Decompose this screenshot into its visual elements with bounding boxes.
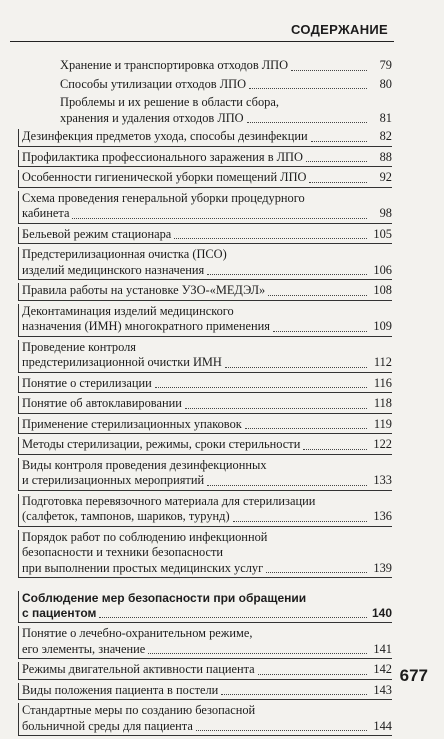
toc-page-number: 105: [373, 226, 392, 241]
leader-dots: [266, 572, 367, 573]
toc-entry[interactable]: [18, 437, 392, 455]
toc-entry-title-line: Подготовка перевязочного материала для стерилизации: [22, 493, 316, 508]
leader-dots: [306, 161, 367, 162]
leader-dots: [291, 70, 367, 71]
toc-page-number: 122: [373, 437, 392, 451]
leader-dots: [303, 449, 367, 450]
toc-entry-title-line: Виды положения пациента в постели: [22, 682, 219, 697]
toc-page-number: 81: [379, 110, 392, 125]
toc-entry-title-line: больничной среды для пациента: [22, 718, 193, 733]
toc-page-number: 98: [379, 206, 392, 220]
section-separator: [18, 581, 392, 591]
toc-entry-title-line: Деконтаминация изделий медицинского: [22, 303, 234, 318]
toc-entry[interactable]: [18, 376, 392, 394]
leader-dots: [99, 617, 367, 618]
toc-entry[interactable]: [18, 129, 392, 147]
toc-page-number: 92: [379, 170, 392, 184]
leader-dots: [196, 730, 367, 731]
toc-entry[interactable]: [18, 150, 392, 168]
leader-dots: [249, 88, 367, 89]
toc-entry-title-line: Понятие об автоклавировании: [22, 396, 182, 410]
toc-page-number: 140: [371, 606, 392, 620]
leader-dots: [221, 694, 367, 695]
toc-page-number: 143: [373, 682, 392, 697]
toc-entry[interactable]: [18, 396, 392, 414]
toc-entry-title-line: Хранение и транспортировка отходов ЛПО: [60, 58, 289, 72]
toc-entry-title-line: Проведение контроля: [22, 339, 137, 354]
leader-dots: [309, 182, 367, 183]
toc-page-number: 112: [373, 355, 392, 369]
toc-entry-title-line: Применение стерилизационных упаковок: [22, 416, 242, 431]
toc-page-number: 136: [373, 509, 392, 523]
toc-page-number: 82: [379, 129, 392, 143]
toc-entry[interactable]: [60, 77, 392, 93]
toc-entry-title-line: Правила работы на установке УЗО-«МЕДЭЛ»: [22, 283, 266, 297]
running-header: [10, 20, 438, 42]
header-title: СОДЕРЖАНИЕ: [291, 22, 388, 37]
toc-page-number: 79: [379, 58, 392, 72]
toc-page-number: 106: [373, 262, 392, 277]
toc-entry[interactable]: [60, 95, 392, 126]
header-rule: [10, 41, 394, 42]
toc-entry[interactable]: [18, 494, 392, 527]
toc-entry[interactable]: [18, 191, 392, 224]
toc-entry-title-line: Порядок работ по соблюдению инфекционной: [22, 529, 268, 544]
toc-entry[interactable]: [18, 626, 392, 659]
toc-entry-title-line: его элементы, значение: [22, 641, 146, 656]
table-of-contents: [18, 58, 392, 739]
toc-entry-title-line: Понятие о стерилизации: [22, 375, 152, 390]
toc-entry-title-line: Бельевой режим стационара: [22, 226, 172, 241]
leader-dots: [311, 141, 367, 142]
toc-entry[interactable]: [18, 304, 392, 337]
toc-entry-title-line: Профилактика профессионального заражения в ЛПО: [22, 149, 303, 164]
toc-entry-title-line: кабинета: [22, 206, 70, 220]
leader-dots: [155, 387, 367, 388]
toc-page-number: 139: [373, 560, 392, 575]
toc-entry[interactable]: [18, 662, 392, 680]
leader-dots: [207, 274, 367, 275]
leader-dots: [273, 331, 367, 332]
toc-entry-title-line: Режимы двигательной активности пациента: [22, 662, 255, 676]
toc-page-number: 116: [373, 375, 392, 390]
toc-entry-title-line: хранения и удаления отходов ЛПО: [60, 110, 244, 125]
toc-entry-title-line: Соблюдение мер безопасности при обращении: [22, 591, 307, 605]
toc-entry-title-line: безопасности и техники безопасности: [22, 545, 224, 559]
toc-entry-title-line: Понятие о лечебно-охранительном режиме,: [22, 626, 253, 640]
leader-dots: [185, 408, 367, 409]
toc-page-number: 88: [379, 149, 392, 164]
toc-entry[interactable]: [18, 703, 392, 736]
toc-page-number: 133: [373, 473, 392, 487]
toc-entry-title-line: изделий медицинского назначения: [22, 262, 205, 277]
toc-entry[interactable]: [18, 683, 392, 701]
toc-entry[interactable]: [18, 340, 392, 373]
toc-entry-title-line: предстерилизационной очистки ИМН: [22, 355, 222, 369]
leader-dots: [72, 218, 367, 219]
toc-page-number: 118: [373, 396, 392, 410]
toc-page-number: 108: [373, 283, 392, 297]
leader-dots: [174, 238, 367, 239]
toc-entry-title-line: Виды контроля проведения дезинфекционных: [22, 457, 267, 472]
toc-entry-title-line: назначения (ИМН) многократного применения: [22, 319, 270, 333]
toc-entry-title-line: с пациентом: [22, 606, 97, 620]
toc-entry-title-line: Проблемы и их решение в области сбора,: [60, 95, 279, 109]
page-number: 677: [399, 666, 428, 685]
toc-entry[interactable]: [18, 247, 392, 280]
toc-entry[interactable]: [18, 591, 392, 623]
toc-entry-title-line: Особенности гигиенической уборки помещений ЛПО: [22, 170, 307, 184]
toc-entry[interactable]: [18, 417, 392, 435]
leader-dots: [148, 653, 367, 654]
toc-entry[interactable]: [18, 458, 392, 491]
toc-entry-title-line: Стандартные меры по созданию безопасной: [22, 703, 256, 717]
toc-entry-title-line: Дезинфекция предметов ухода, способы дезинфекции: [22, 129, 308, 143]
leader-dots: [247, 122, 367, 123]
leader-dots: [207, 485, 367, 486]
toc-entry[interactable]: [18, 530, 392, 579]
toc-entry-title-line: при выполнении простых медицинских услуг: [22, 560, 264, 575]
toc-entry[interactable]: [60, 58, 392, 74]
toc-entry-title-line: Предстерилизационная очистка (ПСО): [22, 247, 227, 261]
toc-entry[interactable]: [18, 170, 392, 188]
leader-dots: [225, 367, 367, 368]
toc-page-number: 109: [373, 319, 392, 333]
toc-page-number: 141: [373, 641, 392, 656]
toc-entry[interactable]: [18, 283, 392, 301]
toc-entry-title-line: Методы стерилизации, режимы, сроки стерильности: [22, 437, 301, 451]
toc-entry-title-line: Способы утилизации отходов ЛПО: [60, 76, 247, 91]
toc-entry-title-line: и стерилизационных мероприятий: [22, 473, 205, 487]
toc-page-number: 119: [373, 416, 392, 431]
toc-page-number: 142: [373, 662, 392, 676]
toc-page-number: 80: [379, 76, 392, 91]
leader-dots: [258, 674, 367, 675]
toc-entry-title-line: (салфеток, тампонов, шариков, турунд): [22, 509, 230, 523]
toc-entry[interactable]: [18, 227, 392, 245]
leader-dots: [245, 428, 367, 429]
leader-dots: [233, 521, 367, 522]
toc-page-number: 144: [373, 718, 392, 733]
leader-dots: [268, 295, 367, 296]
toc-entry-title-line: Схема проведения генеральной уборки процедурного: [22, 190, 305, 205]
